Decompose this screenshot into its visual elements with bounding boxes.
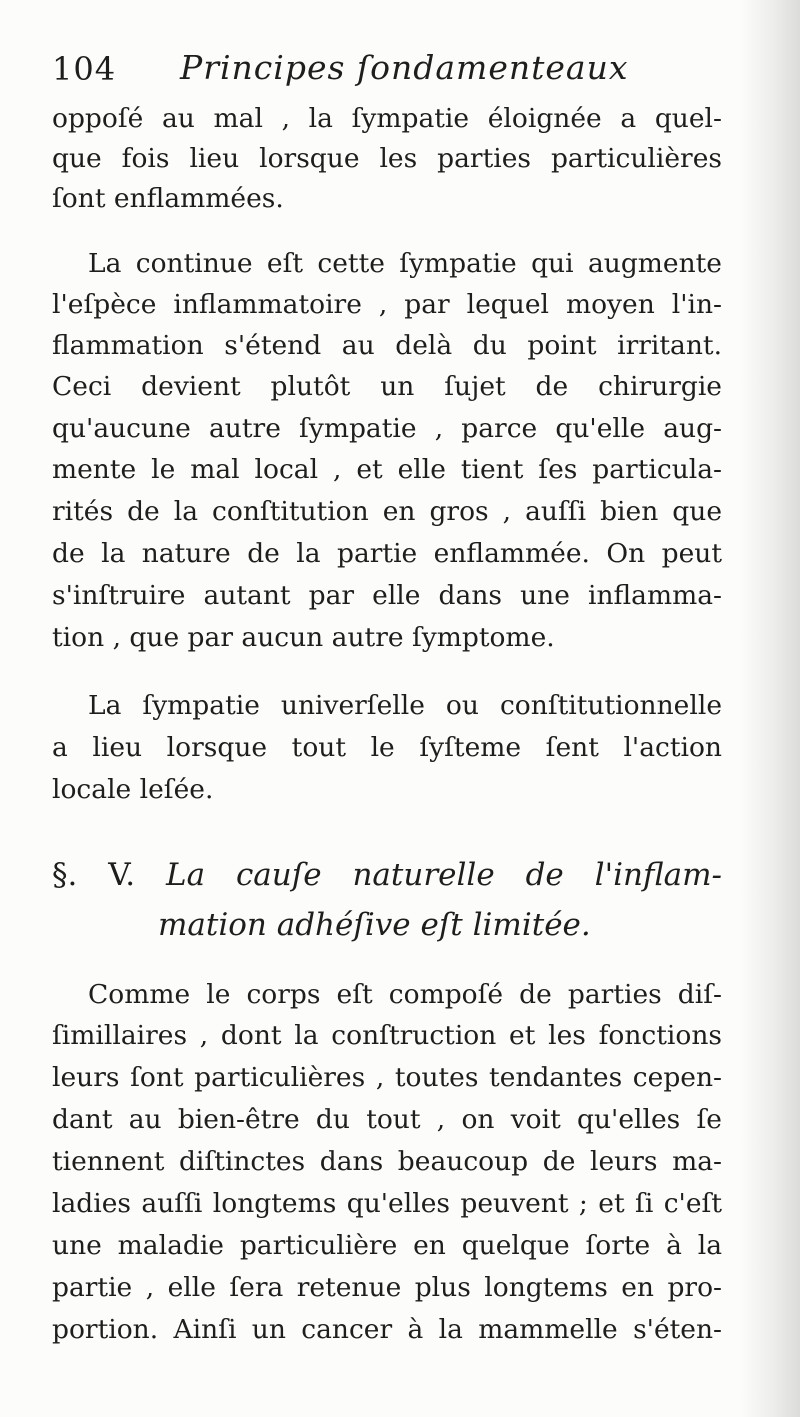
text-line: La continue eſt cette ſympatie qui augmente [88, 248, 722, 279]
page-number: 104 [52, 50, 117, 88]
text-line: tiennent diſtinctes dans beaucoup de leurs ma- [52, 1146, 722, 1177]
text-line: ſont enflammées. [52, 183, 284, 214]
text-line: Ceci devient plutôt un ſujet de chirurgie [52, 371, 722, 402]
text-line: ſimillaires , dont la conſtruction et les fonctions [52, 1020, 722, 1051]
text-line: rités de la conſtitution en gros , auſſi bien que [52, 496, 722, 527]
text-line: flammation s'étend au delà du point irritant. [52, 330, 722, 361]
text-line: Comme le corps eſt compoſé de parties diſ- [88, 979, 722, 1010]
text-line: portion. Ainſi un cancer à la mammelle s'éten- [52, 1314, 722, 1345]
text-line: que fois lieu lorsque les parties particulières [52, 143, 722, 174]
text-line: dant au bien-être du tout , on voit qu'elles ſe [52, 1104, 722, 1135]
text-line: tion , que par aucun autre ſymptome. [52, 622, 555, 653]
text-line: ladies auſſi longtems qu'elles peuvent ; et ſi c'eſt [52, 1188, 722, 1219]
text-line: La ſympatie univerſelle ou conſtitutionnelle [88, 690, 722, 721]
section-heading [52, 852, 722, 898]
text-line: locale leſée. [52, 774, 214, 805]
text-line: mente le mal local , et elle tient ſes particula- [52, 454, 722, 485]
page-gutter-shadow [740, 0, 800, 1417]
text-line: leurs ſont particulières , toutes tendantes cepen- [52, 1062, 722, 1093]
text-line: une maladie particulière en quelque ſorte à la [52, 1230, 722, 1261]
section-title-line-1: La cauſe naturelle de l'inflam- [165, 857, 723, 893]
running-title: Principes ſondamenteaux [180, 48, 629, 87]
text-line: a lieu lorsque tout le ſyſteme ſent l'action [52, 732, 722, 763]
text-line: l'eſpèce inflammatoire , par lequel moyen l'in- [52, 289, 722, 320]
text-line: qu'aucune autre ſympatie , parce qu'elle aug- [52, 413, 722, 444]
section-number: §. V. [52, 857, 136, 893]
text-line: partie , elle ſera retenue plus longtems en pro- [52, 1272, 722, 1303]
text-line: s'inſtruire autant par elle dans une inflamma- [52, 580, 722, 611]
running-head [52, 44, 752, 94]
text-line: de la nature de la partie enflammée. On peut [52, 538, 722, 569]
text-line: oppoſé au mal , la ſympatie éloignée a quel- [52, 103, 722, 134]
section-title-line-2: mation adhéſive eſt limitée. [158, 907, 591, 943]
